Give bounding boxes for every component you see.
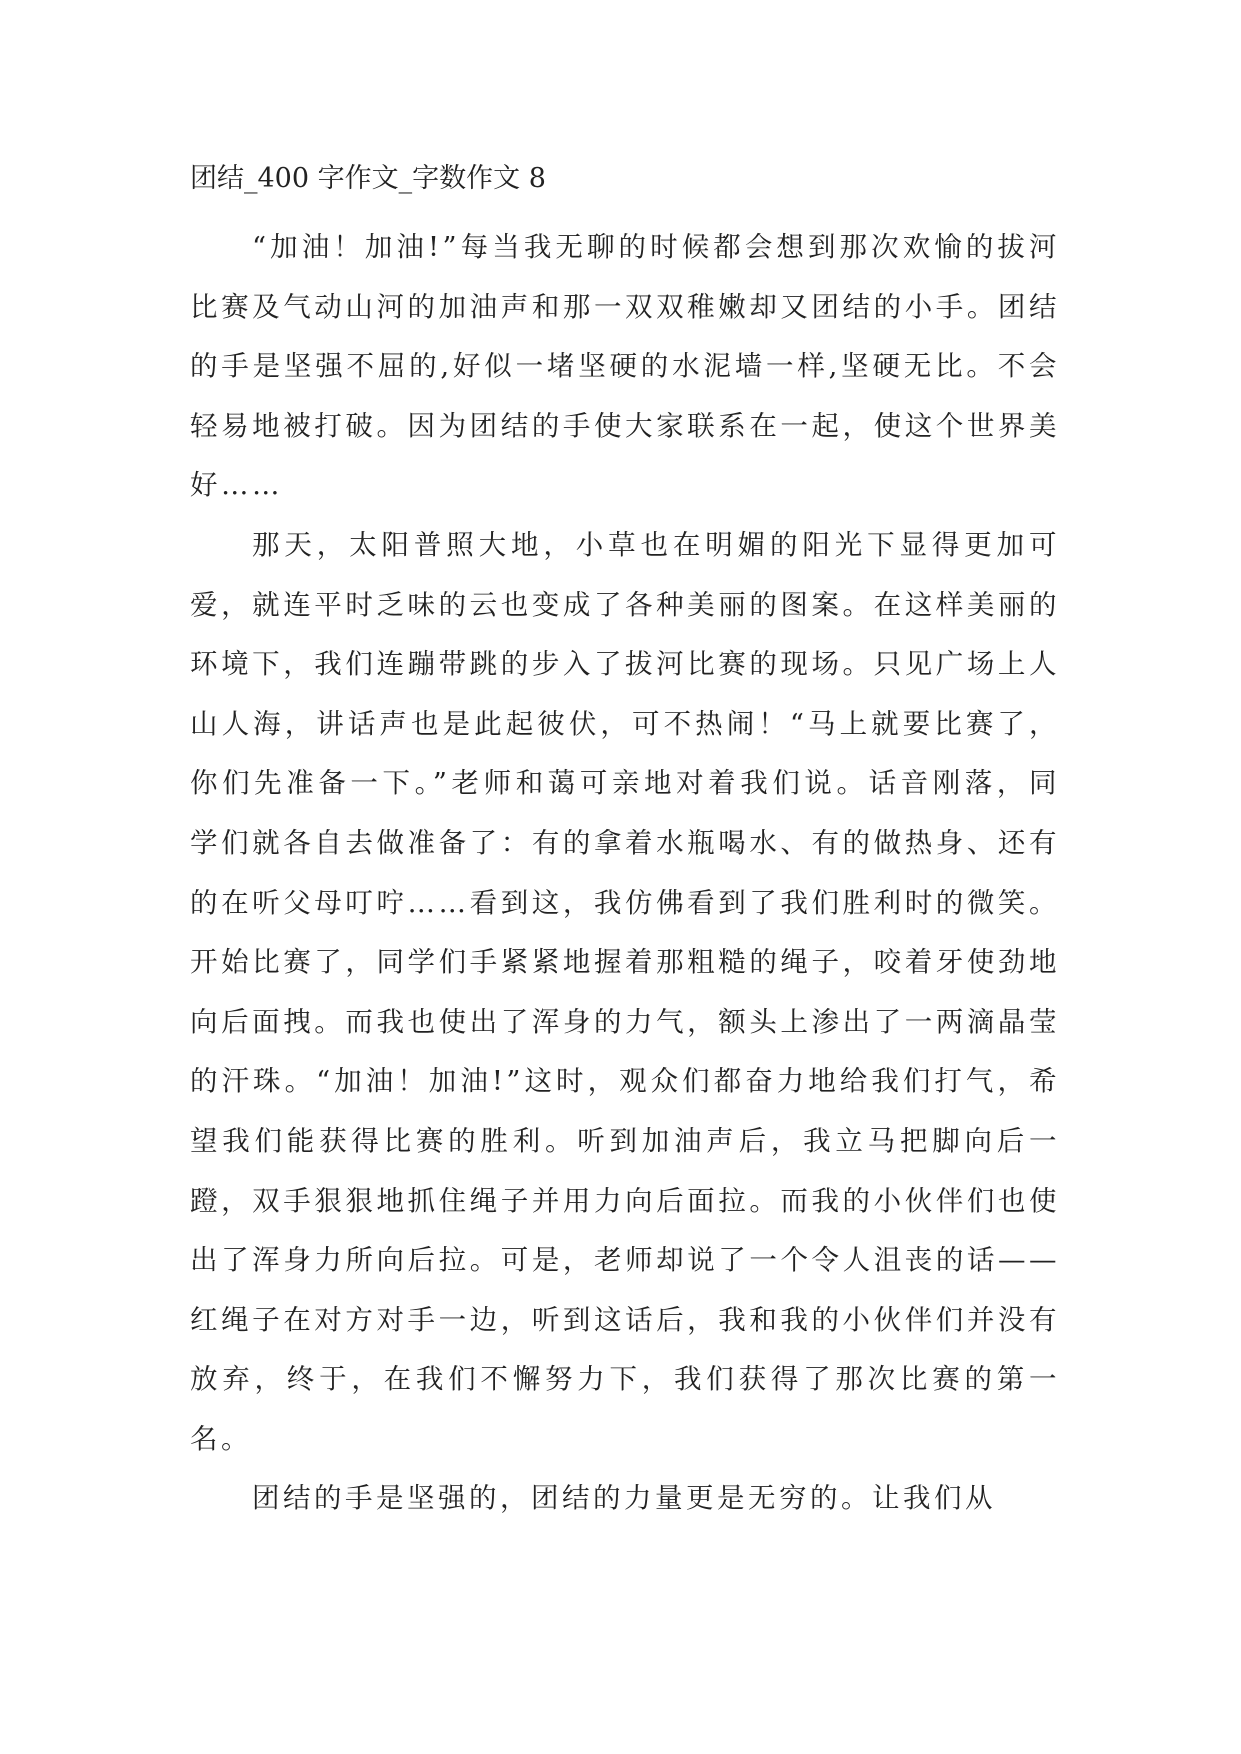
paragraph-story: 那天，太阳普照大地，小草也在明媚的阳光下显得更加可爱，就连平时乏味的云也变成了各种美丽的图案。在这样美丽的环境下，我们连蹦带跳的步入了拔河比赛的现场。只见广场上人山人海，讲话声也是此起彼伏，可不热闹！“马上就要比赛了，你们先准备一下。”老师和蔼可亲地对着我们说。话音刚落，同学们就各自去做准备了：有的拿着水瓶喝水、有的做热身、还有的在听父母叮咛……看到这，我仿佛看到了我们胜利时的微笑。开始比赛了，同学们手紧紧地握着那粗糙的绳子，咬着牙使劲地向后面拽。而我也使出了浑身的力气，额头上渗出了一两滴晶莹的汗珠。“加油！加油!”这时，观众们都奋力地给我们打气，希望我们能获得比赛的胜利。听到加油声后，我立马把脚向后一蹬，双手狠狠地抓住绳子并用力向后面拉。而我的小伙伴们也使出了浑身力所向后拉。可是，老师却说了一个令人沮丧的话——红绳子在对方对手一边，听到这话后，我和我的小伙伴们并没有放弃，终于，在我们不懈努力下，我们获得了那次比赛的第一名。 (190, 528, 1060, 1455)
paragraph-conclusion: 团结的手是坚强的，团结的力量更是无穷的。让我们从 (252, 1482, 996, 1515)
document-body (190, 218, 1060, 1529)
document-title: 团结_400 字作文_字数作文 8 (190, 163, 546, 194)
paragraph-intro: “加油！加油!”每当我无聊的时候都会想到那次欢愉的拔河比赛及气动山河的加油声和那一双双稚嫩却又团结的小手。团结的手是坚强不屈的,好似一堵坚硬的水泥墙一样,坚硬无比。不会轻易地被打破。因为团结的手使大家联系在一起，使这个世界美好…… (190, 231, 1060, 502)
